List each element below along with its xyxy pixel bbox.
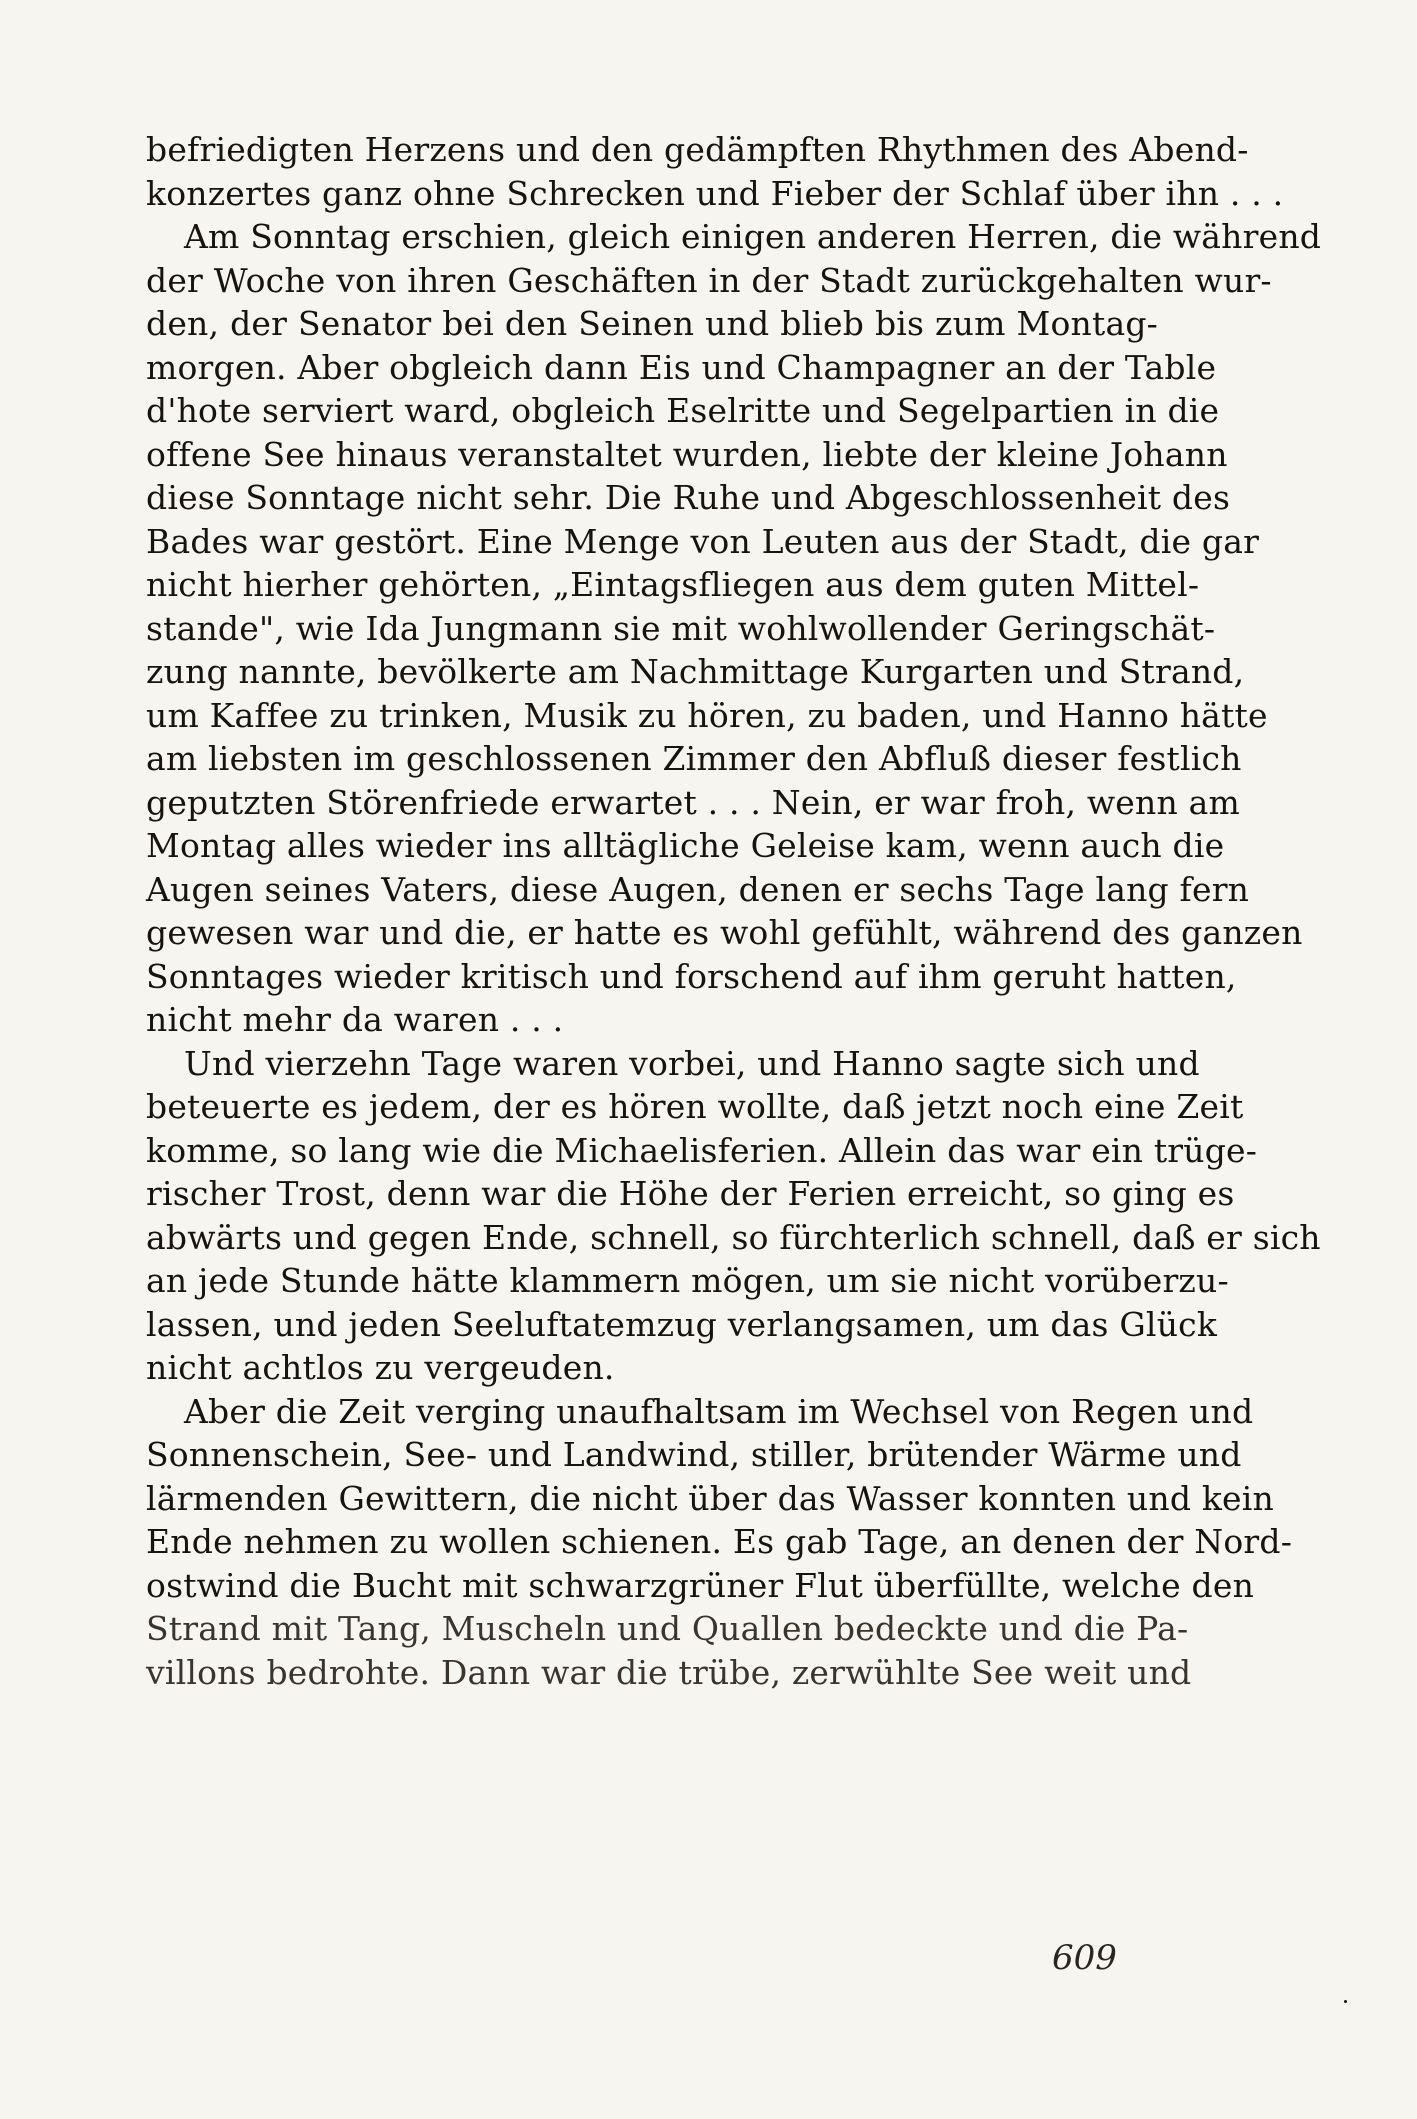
text-line: villons bedrohte. Dann war die trübe, zerwühlte See weit und [146,1652,1192,1692]
text-line: beteuerte es jedem, der es hören wollte, daß jetzt noch eine Zeit [146,1087,1244,1126]
text-line: morgen. Aber obgleich dann Eis und Champagner an der Table [146,347,1217,387]
text-line: Aber die Zeit verging unaufhaltsam im Wechsel von Regen und [184,1391,1254,1431]
print-speck [1344,2000,1347,2003]
paragraph [146,1042,1321,1390]
text-line: abwärts und gegen Ende, schnell, so fürchterlich schnell, daß er sich [146,1217,1321,1257]
text-line: nicht achtlos zu vergeuden. [146,1348,615,1387]
paragraph [146,1390,1293,1695]
text-line: diese Sonntage nicht sehr. Die Ruhe und Abgeschlossenheit des [146,478,1231,517]
text-line: konzertes ganz ohne Schrecken und Fieber der Schlaf über ihn . . . [146,173,1284,213]
text-line: Sonntages wieder kritisch und forschend auf ihm geruht hatten, [146,956,1237,996]
text-line: rischer Trost, denn war die Höhe der Ferien erreicht, so ging es [146,1174,1235,1213]
text-line: Am Sonntag erschien, gleich einigen anderen Herren, die während [184,217,1322,256]
text-line: ostwind die Bucht mit schwarzgrüner Flut überfüllte, welche den [146,1565,1255,1605]
text-line: lassen, und jeden Seeluftatemzug verlangsamen, um das Glück [146,1304,1218,1344]
paragraph [146,215,1322,1042]
text-line: Montag alles wieder ins alltägliche Geleise kam, wenn auch die [146,826,1225,865]
text-line: der Woche von ihren Geschäften in der Stadt zurückgehalten wur- [146,260,1272,300]
text-line: Und vierzehn Tage waren vorbei, und Hanno sagte sich und [184,1043,1200,1083]
text-line: Ende nehmen zu wollen schienen. Es gab Tage, an denen der Nord- [146,1522,1293,1561]
text-line: lärmenden Gewittern, die nicht über das Wasser konnten und kein [146,1478,1274,1518]
text-line: befriedigten Herzens und den gedämpften Rhythmen des Abend- [146,130,1249,169]
text-line: an jede Stunde hätte klammern mögen, um sie nicht vorüberzu- [146,1261,1229,1300]
text-line: gewesen war und die, er hatte es wohl gefühlt, während des ganzen [146,913,1303,952]
body-text [146,128,1322,1694]
text-line: nicht mehr da waren . . . [146,1000,564,1039]
text-line: Sonnenschein, See- und Landwind, stiller, brütender Wärme und [146,1435,1242,1474]
text-line: den, der Senator bei den Seinen und blieb bis zum Montag- [146,304,1158,343]
text-line: Augen seines Vaters, diese Augen, denen er sechs Tage lang fern [146,869,1250,909]
text-line: zung nannte, bevölkerte am Nachmittage Kurgarten und Strand, [146,652,1245,691]
text-line: Strand mit Tang, Muscheln und Quallen bedeckte und die Pa- [146,1609,1189,1648]
text-line: Bades war gestört. Eine Menge von Leuten aus der Stadt, die gar [146,521,1260,561]
paragraph [146,128,1284,215]
text-line: geputzten Störenfriede erwartet . . . Nein, er war froh, wenn am [146,782,1241,822]
page-number: 609 [1052,1938,1117,1978]
text-line: offene See hinaus veranstaltet wurden, liebte der kleine Johann [146,434,1228,474]
text-line: nicht hierher gehörten, „Eintagsfliegen aus dem guten Mittel- [146,565,1200,604]
text-line: am liebsten im geschlossenen Zimmer den Abfluß dieser festlich [146,739,1242,778]
text-line: um Kaffee zu trinken, Musik zu hören, zu baden, und Hanno hätte [146,695,1268,735]
text-line: stande", wie Ida Jungmann sie mit wohlwollender Geringschät- [146,608,1216,648]
text-line: komme, so lang wie die Michaelisferien. Allein das war ein trüge- [146,1130,1258,1170]
text-line: d'hote serviert ward, obgleich Eselritte und Segelpartien in die [146,391,1220,430]
